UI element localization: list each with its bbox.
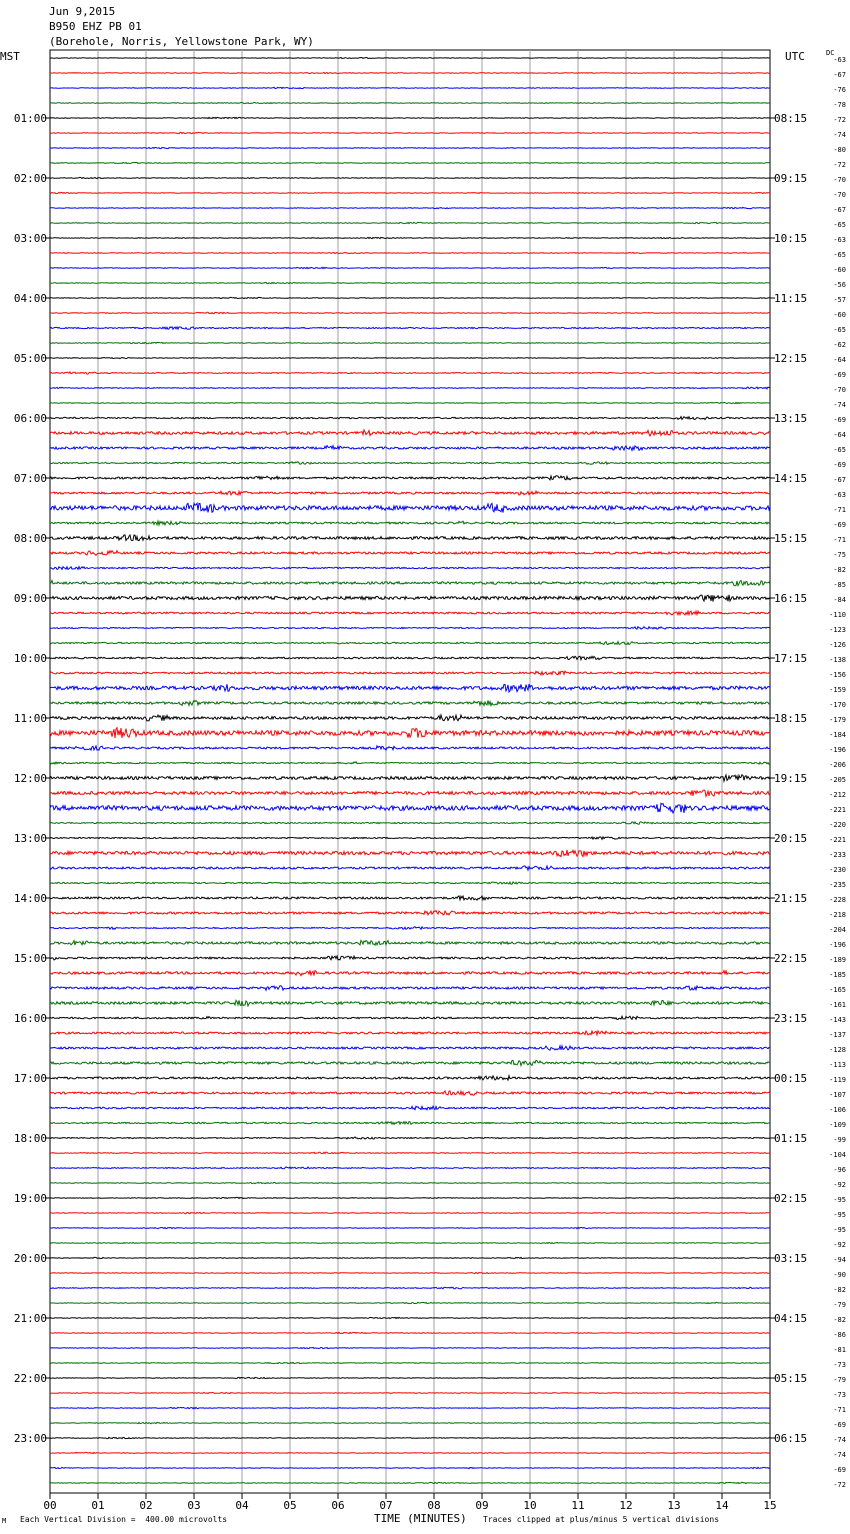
seismic-trace (50, 1046, 770, 1050)
seismic-trace (50, 327, 770, 330)
x-tick-label: 02 (139, 1499, 153, 1512)
seismic-trace (50, 1272, 770, 1273)
dc-offset-label: -74 (833, 401, 846, 409)
dc-offset-label: -170 (829, 701, 846, 709)
x-tick-label: 06 (331, 1499, 345, 1512)
seismic-trace (50, 700, 770, 705)
seismic-trace (50, 1437, 770, 1438)
seismic-trace (50, 1167, 770, 1169)
seismic-trace (50, 192, 770, 193)
dc-offset-label: -79 (833, 1376, 846, 1384)
left-hour-label: 04:00 (13, 292, 47, 305)
dc-offset-label: -204 (829, 926, 846, 934)
seismic-trace (50, 1152, 770, 1154)
dc-offset-label: -74 (833, 131, 846, 139)
dc-offset-label: -196 (829, 941, 846, 949)
dc-offset-label: -63 (833, 56, 846, 64)
seismic-trace (50, 775, 770, 781)
dc-offset-label: -206 (829, 761, 846, 769)
seismic-trace (50, 551, 770, 556)
dc-offset-label: -75 (833, 551, 846, 559)
seismic-trace (50, 535, 770, 541)
seismic-trace (50, 715, 770, 721)
seismic-trace (50, 1287, 770, 1289)
right-hour-label: 15:15 (774, 532, 808, 545)
seismic-trace (50, 58, 770, 59)
dc-offset-label: -86 (833, 1331, 846, 1339)
right-hour-label: 12:15 (774, 352, 808, 365)
seismic-trace (50, 911, 770, 915)
dc-offset-label: -62 (833, 341, 846, 349)
seismic-trace (50, 927, 770, 930)
dc-offset-label: -119 (829, 1076, 846, 1084)
left-hour-label: 11:00 (13, 712, 47, 725)
left-hour-label: 13:00 (13, 832, 47, 845)
seismic-trace (50, 1000, 770, 1006)
seismic-trace (50, 1347, 770, 1348)
seismic-trace (50, 491, 770, 495)
dc-offset-label: -113 (829, 1061, 846, 1069)
station-code: B950 EHZ PB 01 (49, 20, 142, 33)
seismic-trace (50, 656, 770, 659)
dc-offset-label: -82 (833, 566, 846, 574)
x-tick-label: 14 (715, 1499, 729, 1512)
dc-offset-label: -156 (829, 671, 846, 679)
seismic-trace (50, 72, 770, 73)
dc-offset-label: -65 (833, 446, 846, 454)
seismic-trace (50, 611, 770, 615)
left-hour-label: 02:00 (13, 172, 47, 185)
dc-offset-label: -94 (833, 1256, 846, 1264)
dc-offset-label: -159 (829, 686, 846, 694)
dc-offset-label: -76 (833, 86, 846, 94)
dc-offset-label: -84 (833, 596, 846, 604)
left-hour-label: 15:00 (13, 952, 47, 965)
dc-offset-label: -63 (833, 236, 846, 244)
dc-offset-label: -63 (833, 491, 846, 499)
seismic-trace (50, 1197, 770, 1198)
dc-offset-label: -104 (829, 1151, 846, 1159)
dc-offset-label: -69 (833, 1421, 846, 1429)
seismic-trace (50, 1137, 770, 1139)
seismic-trace (50, 1302, 770, 1303)
dc-offset-label: -143 (829, 1016, 846, 1024)
seismic-trace (50, 462, 770, 465)
x-tick-label: 13 (667, 1499, 681, 1512)
seismic-trace (50, 417, 770, 420)
dc-offset-label: -70 (833, 176, 846, 184)
left-hour-label: 17:00 (13, 1072, 47, 1085)
x-tick-label: 08 (427, 1499, 441, 1512)
dc-offset-label: -185 (829, 971, 846, 979)
seismic-trace (50, 162, 770, 163)
dc-offset-label: -196 (829, 746, 846, 754)
seismic-trace (50, 642, 770, 645)
dc-offset-label: -126 (829, 641, 846, 649)
dc-offset-label: -82 (833, 1316, 846, 1324)
seismic-trace (50, 1377, 770, 1378)
seismic-trace (50, 1091, 770, 1095)
seismic-trace (50, 1016, 770, 1019)
seismic-trace (50, 1076, 770, 1080)
dc-offset-label: -65 (833, 221, 846, 229)
dc-offset-label: -138 (829, 656, 846, 664)
dc-offset-label: -233 (829, 851, 846, 859)
dc-offset-label: -218 (829, 911, 846, 919)
dc-offset-label: -228 (829, 896, 846, 904)
dc-offset-label: -82 (833, 1286, 846, 1294)
dc-offset-label: -64 (833, 431, 846, 439)
right-hour-label: 02:15 (774, 1192, 808, 1205)
seismic-trace (50, 580, 770, 585)
dc-offset-label: -71 (833, 536, 846, 544)
dc-offset-label: -92 (833, 1241, 846, 1249)
seismic-trace (50, 970, 770, 975)
left-timezone-label: MST (0, 50, 20, 63)
x-axis-label: TIME (MINUTES) (374, 1512, 467, 1525)
left-hour-label: 14:00 (13, 892, 47, 905)
seismic-trace (50, 446, 770, 451)
date-title: Jun 9,2015 (49, 5, 116, 18)
seismic-trace (50, 1482, 770, 1483)
dc-offset-label: -110 (829, 611, 846, 619)
right-hour-label: 18:15 (774, 712, 808, 725)
dc-offset-label: -64 (833, 356, 846, 364)
x-tick-label: 01 (91, 1499, 105, 1512)
seismic-trace (50, 132, 770, 133)
seismic-trace (50, 521, 770, 525)
seismic-trace (50, 1392, 770, 1393)
dc-offset-label: -69 (833, 461, 846, 469)
dc-offset-label: -79 (833, 1301, 846, 1309)
right-hour-label: 22:15 (774, 952, 808, 965)
dc-offset-label: -96 (833, 1166, 846, 1174)
dc-offset-label: -67 (833, 71, 846, 79)
dc-offset-label: -95 (833, 1196, 846, 1204)
left-hour-label: 06:00 (13, 412, 47, 425)
right-hour-label: 20:15 (774, 832, 808, 845)
dc-offset-label: -72 (833, 1481, 846, 1489)
dc-offset-label: -60 (833, 266, 846, 274)
seismic-trace (50, 117, 770, 118)
right-hour-label: 03:15 (774, 1252, 808, 1265)
dc-offset-label: -212 (829, 791, 846, 799)
dc-offset-label: -65 (833, 251, 846, 259)
seismic-trace (50, 762, 770, 765)
x-tick-label: 04 (235, 1499, 249, 1512)
x-tick-label: 15 (763, 1499, 777, 1512)
left-hour-label: 05:00 (13, 352, 47, 365)
seismic-trace (50, 222, 770, 223)
seismic-trace (50, 882, 770, 884)
dc-offset-label: -230 (829, 866, 846, 874)
x-tick-label: 05 (283, 1499, 297, 1512)
dc-offset-label: -65 (833, 326, 846, 334)
seismic-trace (50, 402, 770, 403)
dc-offset-label: -60 (833, 311, 846, 319)
seismic-trace (50, 312, 770, 314)
dc-offset-label: -78 (833, 101, 846, 109)
dc-offset-label: -69 (833, 1466, 846, 1474)
dc-offset-label: -184 (829, 731, 846, 739)
axis-labels (14, 56, 846, 1512)
seismic-trace (50, 1362, 770, 1363)
seismic-trace (50, 1227, 770, 1228)
seismic-trace (50, 237, 770, 238)
seismic-trace (50, 357, 770, 358)
x-tick-label: 07 (379, 1499, 393, 1512)
x-tick-label: 12 (619, 1499, 633, 1512)
left-hour-label: 08:00 (13, 532, 47, 545)
right-hour-label: 11:15 (774, 292, 808, 305)
left-hour-label: 10:00 (13, 652, 47, 665)
left-hour-label: 23:00 (13, 1432, 47, 1445)
seismic-trace (50, 1317, 770, 1318)
seismic-trace (50, 1332, 770, 1333)
right-hour-label: 00:15 (774, 1072, 808, 1085)
x-tick-label: 09 (475, 1499, 489, 1512)
dc-offset-label: -221 (829, 806, 846, 814)
seismic-trace (50, 803, 770, 813)
x-tick-label: 10 (523, 1499, 537, 1512)
dc-offset-label: -74 (833, 1436, 846, 1444)
seismic-trace (50, 207, 770, 208)
dc-offset-label: -69 (833, 416, 846, 424)
dc-offset-label: -73 (833, 1361, 846, 1369)
left-hour-label: 19:00 (13, 1192, 47, 1205)
seismic-trace (50, 822, 770, 825)
seismic-trace (50, 476, 770, 480)
left-hour-label: 18:00 (13, 1132, 47, 1145)
dc-offset-label: -56 (833, 281, 846, 289)
dc-offset-label: -72 (833, 161, 846, 169)
right-hour-label: 05:15 (774, 1372, 808, 1385)
dc-offset-label: -95 (833, 1211, 846, 1219)
dc-offset-label: -71 (833, 506, 846, 514)
right-hour-label: 06:15 (774, 1432, 808, 1445)
dc-offset-label: -67 (833, 206, 846, 214)
dc-offset-label: -235 (829, 881, 846, 889)
seismic-trace (50, 866, 770, 870)
dc-offset-label: -80 (833, 146, 846, 154)
seismic-trace (50, 1407, 770, 1408)
left-hour-label: 21:00 (13, 1312, 47, 1325)
dc-offset-label: -90 (833, 1271, 846, 1279)
dc-offset-label: -220 (829, 821, 846, 829)
dc-offset-label: -99 (833, 1136, 846, 1144)
seismic-trace (50, 297, 770, 298)
dc-offset-label: -71 (833, 1406, 846, 1414)
dc-offset-label: -57 (833, 296, 846, 304)
left-hour-label: 03:00 (13, 232, 47, 245)
right-hour-label: 21:15 (774, 892, 808, 905)
seismic-trace (50, 684, 770, 692)
dc-offset-label: -189 (829, 956, 846, 964)
dc-offset-label: -109 (829, 1121, 846, 1129)
right-hour-label: 19:15 (774, 772, 808, 785)
dc-offset-label: -123 (829, 626, 846, 634)
dc-offset-label: -106 (829, 1106, 846, 1114)
dc-offset-label: -73 (833, 1391, 846, 1399)
right-hour-label: 13:15 (774, 412, 808, 425)
seismic-trace (50, 1212, 770, 1213)
right-hour-label: 23:15 (774, 1012, 808, 1025)
right-hour-label: 17:15 (774, 652, 808, 665)
seismic-trace (50, 956, 770, 960)
left-hour-label: 09:00 (13, 592, 47, 605)
seismic-trace (50, 850, 770, 857)
seismic-trace (50, 252, 770, 253)
seismic-trace (50, 1452, 770, 1453)
dc-offset-label: -69 (833, 371, 846, 379)
seismic-trace (50, 671, 770, 675)
seismic-trace (50, 267, 770, 268)
right-hour-label: 04:15 (774, 1312, 808, 1325)
seismic-trace (50, 728, 770, 738)
seismic-trace (50, 1467, 770, 1468)
seismic-trace (50, 567, 770, 570)
seismic-trace (50, 1242, 770, 1243)
dc-offset-label: -107 (829, 1091, 846, 1099)
seismic-trace (50, 1422, 770, 1423)
x-tick-label: 03 (187, 1499, 201, 1512)
seismic-trace (50, 595, 770, 602)
dc-offset-label: -137 (829, 1031, 846, 1039)
scale-note: Each Vertical Division = 400.00 microvolts (20, 1515, 228, 1524)
seismic-trace (50, 627, 770, 630)
seismic-trace (50, 1122, 770, 1125)
dc-offset-label: -161 (829, 1001, 846, 1009)
dc-offset-label: -70 (833, 386, 846, 394)
dc-offset-label: -179 (829, 716, 846, 724)
right-hour-label: 08:15 (774, 112, 808, 125)
seismic-trace (50, 986, 770, 991)
seismic-trace (50, 282, 770, 283)
seismic-trace (50, 837, 770, 840)
station-location: (Borehole, Norris, Yellowstone Park, WY) (49, 35, 314, 48)
seismic-trace (50, 1257, 770, 1258)
seismic-trace (50, 87, 770, 88)
left-hour-label: 16:00 (13, 1012, 47, 1025)
dc-offset-label: -128 (829, 1046, 846, 1054)
right-hour-label: 01:15 (774, 1132, 808, 1145)
plot-frame (50, 50, 770, 1493)
seismic-trace (50, 1182, 770, 1183)
dc-offset-label: -85 (833, 581, 846, 589)
dc-offset-label: -74 (833, 1451, 846, 1459)
seismic-trace (50, 177, 770, 178)
seismic-trace (50, 387, 770, 389)
seismic-trace (50, 147, 770, 148)
seismic-trace (50, 746, 770, 750)
seismic-trace (50, 1106, 770, 1110)
dc-offset-label: -70 (833, 191, 846, 199)
x-tick-label: 00 (43, 1499, 57, 1512)
dc-offset-label: -95 (833, 1226, 846, 1234)
left-hour-label: 07:00 (13, 472, 47, 485)
left-hour-label: 01:00 (13, 112, 47, 125)
seismic-trace (50, 790, 770, 797)
seismic-trace (50, 372, 770, 374)
dc-offset-label: -205 (829, 776, 846, 784)
x-tick-label: 11 (571, 1499, 585, 1512)
left-hour-label: 12:00 (13, 772, 47, 785)
right-hour-label: 10:15 (774, 232, 808, 245)
traces (50, 58, 770, 1484)
seismic-trace (50, 342, 770, 343)
dc-offset-label: -72 (833, 116, 846, 124)
seismic-trace (50, 896, 770, 900)
logo-mark: M (2, 1517, 7, 1525)
right-timezone-label: UTC (785, 50, 805, 63)
clip-note: Traces clipped at plus/minus 5 vertical divisions (483, 1515, 720, 1524)
right-hour-label: 14:15 (774, 472, 808, 485)
dc-offset-label: -92 (833, 1181, 846, 1189)
seismic-trace (50, 102, 770, 103)
left-hour-label: 22:00 (13, 1372, 47, 1385)
dc-offset-label: -81 (833, 1346, 846, 1354)
seismic-trace (50, 940, 770, 945)
seismic-trace (50, 1031, 770, 1035)
seismic-trace (50, 1060, 770, 1065)
left-hour-label: 20:00 (13, 1252, 47, 1265)
dc-offset-label: -69 (833, 521, 846, 529)
dc-offset-label: -165 (829, 986, 846, 994)
right-hour-label: 16:15 (774, 592, 808, 605)
dc-offset-label: -67 (833, 476, 846, 484)
dc-label: DC (826, 49, 835, 57)
seismic-trace (50, 430, 770, 436)
seismic-trace (50, 503, 770, 512)
dc-offset-label: -221 (829, 836, 846, 844)
right-hour-label: 09:15 (774, 172, 808, 185)
